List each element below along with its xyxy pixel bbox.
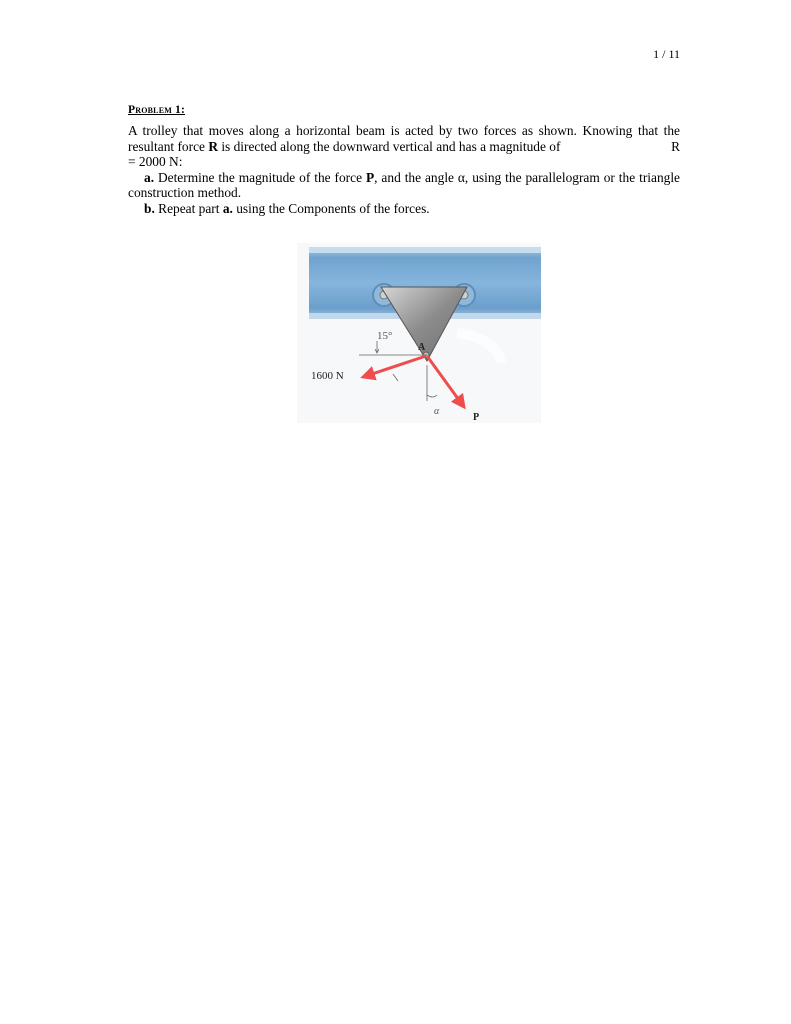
problem-intro xyxy=(128,123,680,170)
item-a-text-1: Determine the magnitude of the force xyxy=(154,169,366,185)
intro-bold-r: R xyxy=(208,138,218,154)
point-label: A xyxy=(418,342,426,353)
problem-heading: Problem 1: xyxy=(128,104,186,116)
intro-text: A trolley that moves along a horizontal beam is acted by two forces as shown. Knowing that the resultant force xyxy=(128,123,680,154)
item-b-text-2: using the Components of the forces. xyxy=(232,200,430,216)
item-a-bold: P xyxy=(365,169,375,185)
item-a-text-2: , and the angle α, using the parallelogram or the triangle construction method. xyxy=(128,169,680,201)
item-a xyxy=(128,170,680,201)
alpha-label: α xyxy=(434,406,440,417)
item-b-label: b. xyxy=(144,200,155,216)
angle-label: 15° xyxy=(377,330,393,342)
item-b xyxy=(128,201,680,217)
problem-body xyxy=(128,123,680,217)
item-b-bold: a. xyxy=(222,200,233,216)
trolley-diagram xyxy=(297,243,541,423)
beam-top-flange xyxy=(309,247,541,253)
page-number: 1 / 11 xyxy=(653,47,680,61)
intro-text-2: is directed along the downward vertical and has a magnitude of xyxy=(217,138,561,154)
p-label: P xyxy=(473,412,480,423)
trolley-figure xyxy=(297,243,541,423)
intro-right-symbol: R xyxy=(671,138,680,154)
intro-line3: = 2000 N: xyxy=(128,154,183,170)
item-a-label: a. xyxy=(144,169,155,185)
force-1600n-label: 1600 N xyxy=(311,370,344,382)
item-b-text-1: Repeat part xyxy=(154,200,223,216)
